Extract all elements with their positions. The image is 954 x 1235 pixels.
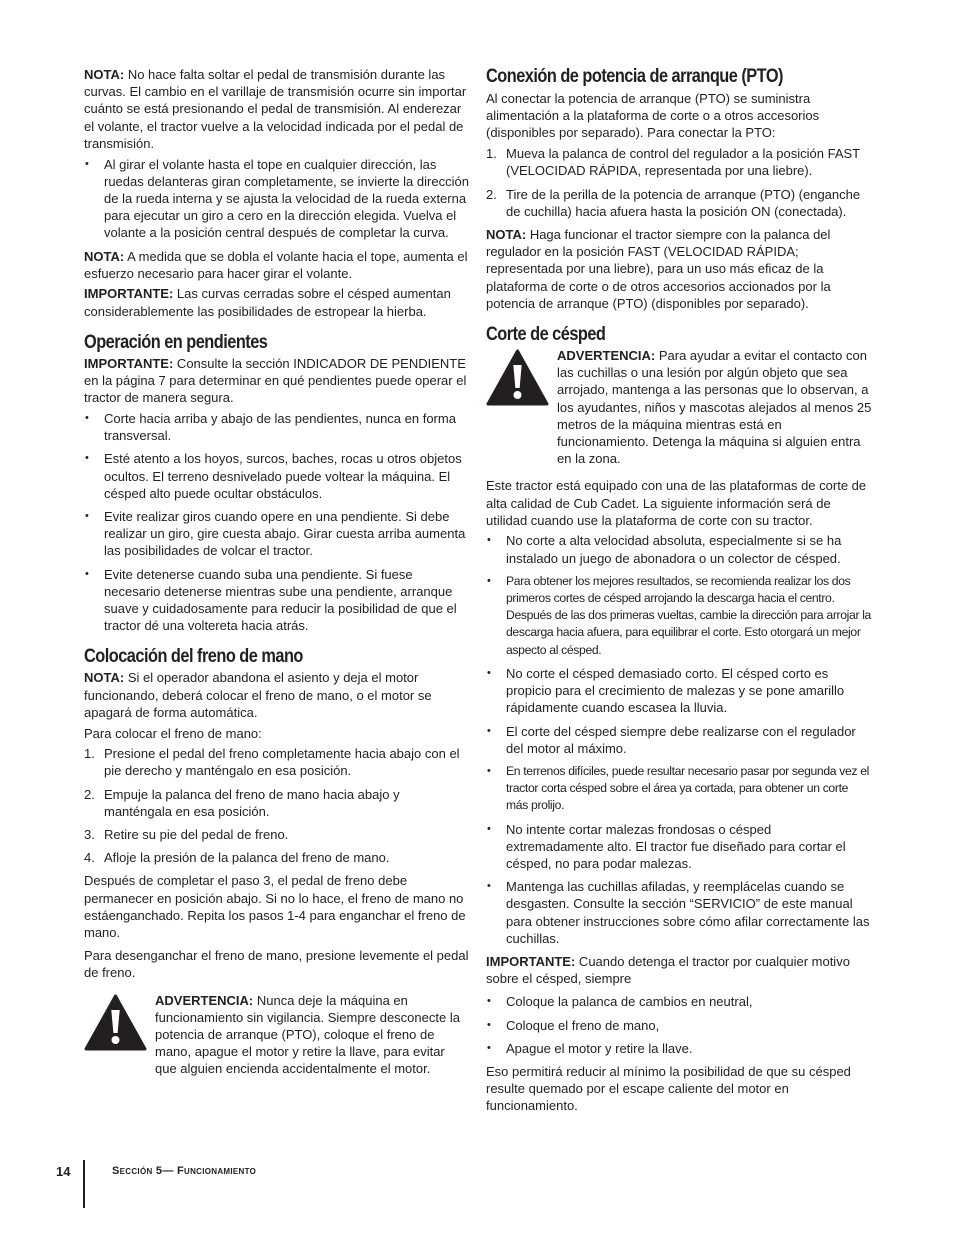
list-item: • Evite realizar giros cuando opere en una pendiente. Si debe realizar un giro, gire cuesta abajo. Girar cuesta arriba aumenta las posibilidades de volcar el tractor. — [84, 508, 470, 560]
step-text: Tire de la perilla de la potencia de arranque (PTO) (enganche de cuchilla) hacia afuera hasta la posición ON (conectada). — [506, 186, 861, 219]
section-heading-parking-brake: Colocación del freno de mano — [84, 646, 303, 668]
paragraph: Después de completar el paso 3, el pedal de freno debe permanecer en posición abajo. Si no lo hace, el freno de mano no estáenganchado. Repita los pasos 1-4 para enganchar el freno de mano. — [84, 873, 466, 941]
paragraph: Este tractor está equipado con una de las plataformas de corte de alta calidad de Cub Cadet. La siguiente información será de utilidad cuando use la plataforma de corte con su tractor. — [486, 478, 867, 528]
note-text: Haga funcionar el tractor siempre con la palanca del regulador en la posición FAST (VELOCIDAD RÁPIDA; representada por una liebre), para un uso más eficaz de la plataforma de corte o de otros accesorios accionados por la potencia de arranque (PTO) (disponibles por separado). — [486, 226, 831, 311]
note-paragraph — [84, 669, 470, 721]
step-text: Retire su pie del pedal de freno. — [104, 827, 289, 843]
warning-label: ADVERTENCIA: — [557, 347, 656, 363]
list-item — [84, 849, 470, 866]
bullet-list — [84, 156, 470, 242]
paragraph: Al conectar la potencia de arranque (PTO) se suministra alimentación a la plataforma de corte o a otros accesorios (disponibles por separado). Para conectar la PTO: — [486, 91, 820, 141]
step-number: 2. — [486, 186, 497, 202]
note-label: NOTA: — [84, 248, 125, 264]
note-paragraph — [84, 248, 470, 282]
note-paragraph — [84, 66, 470, 152]
list-item: • Evite detenerse cuando suba una pendiente. Si fuese necesario detenerse mientras sube una pendiente, arranque suave y cuidadosamente para reducir la posibilidad de que el tractor dé una voltereta hacia atrás. — [84, 566, 470, 635]
list-item: • En terrenos difíciles, puede resultar necesario pasar por segunda vez el tractor corta césped sobre el área ya cortada, para obtener un corte más prolijo. — [486, 763, 872, 815]
numbered-list — [84, 745, 470, 866]
note-label: NOTA: — [84, 670, 125, 686]
bullet-list — [84, 410, 470, 634]
list-item — [84, 826, 470, 843]
list-item: • Apague el motor y retire la llave. — [486, 1040, 872, 1057]
warning-label: ADVERTENCIA: — [155, 992, 254, 1008]
important-paragraph — [84, 285, 470, 319]
important-text: Las curvas cerradas sobre el césped aumentan considerablemente las posibilidades de estropear la hierba. — [84, 286, 451, 319]
list-item: • Corte hacia arriba y abajo de las pendientes, nunca en forma transversal. — [84, 410, 470, 444]
bullet-list — [486, 532, 872, 946]
list-item — [84, 745, 470, 779]
paragraph: Para colocar el freno de mano: — [84, 725, 262, 741]
page-footer — [56, 1160, 356, 1208]
list-item: • El corte del césped siempre debe realizarse con el regulador del motor al máximo. — [486, 723, 872, 757]
important-text: Consulte la sección INDICADOR DE PENDIENTE en la página 7 para determinar en qué pendientes puede operar el tractor de manera segura. — [84, 355, 467, 406]
section-heading-pto: Conexión de potencia de arranque (PTO) — [486, 66, 783, 87]
footer-divider — [83, 1160, 85, 1208]
important-paragraph — [84, 355, 470, 407]
warning-block — [84, 992, 470, 1078]
warning-block — [486, 347, 872, 467]
note-text: A medida que se dobla el volante hacia el tope, aumenta el esfuerzo necesario para hacer girar el volante. — [84, 248, 468, 281]
section-heading-slopes: Operación en pendientes — [84, 331, 268, 353]
important-label: IMPORTANTE: — [84, 355, 174, 371]
numbered-list — [486, 145, 872, 220]
list-item — [84, 786, 470, 820]
paragraph: Eso permitirá reducir al mínimo la posibilidad de que su césped resulte quemado por el escape caliente del motor en funcionamiento. — [486, 1063, 851, 1114]
list-item: • Mantenga las cuchillas afiladas, y reemplácelas cuando se desgasten. Consulte la sección “SERVICIO” de este manual para obtener instrucciones sobre cómo afilar correctamente las cuchillas. — [486, 878, 872, 947]
section-heading-mowing: Corte de césped — [486, 323, 606, 345]
step-number: 1. — [486, 146, 497, 162]
important-paragraph — [486, 953, 872, 987]
warning-text: Nunca deje la máquina en funcionamiento sin vigilancia. Siempre desconecte la potencia de arranque (PTO), coloque el freno de mano, apague el motor y retire la llave, para evitar que alguien encienda accidentalmente el motor. — [155, 992, 460, 1077]
note-text: Si el operador abandona el asiento y deja el motor funcionando, deberá colocar el freno de mano, o el motor se apagará de forma automática. — [84, 670, 432, 720]
step-text: Presione el pedal del freno completamente hacia abajo con el pie derecho y manténgalo en esa posición. — [104, 746, 460, 779]
important-label: IMPORTANTE: — [486, 953, 576, 969]
list-item — [486, 145, 872, 179]
warning-triangle-icon — [486, 349, 549, 406]
list-item: • No corte a alta velocidad absoluta, especialmente si se ha instalado un juego de abonadora o un colector de césped. — [486, 532, 872, 566]
note-label: NOTA: — [486, 226, 527, 242]
note-paragraph — [486, 226, 872, 312]
step-text: Afloje la presión de la palanca del freno de mano. — [104, 850, 390, 866]
footer-section-title: Sección 5— Funcionamiento — [112, 1165, 257, 1177]
page-number: 14 — [56, 1164, 71, 1179]
list-item: • No intente cortar malezas frondosas o césped extremadamente alto. El tractor fue diseñado para cortar el césped, no para podar malezas. — [486, 821, 872, 873]
step-number: 3. — [84, 827, 95, 843]
list-item — [486, 186, 872, 220]
important-text: Cuando detenga el tractor por cualquier motivo sobre el césped, siempre — [486, 953, 850, 987]
list-item: • Coloque el freno de mano, — [486, 1017, 872, 1034]
list-item: • Para obtener los mejores resultados, se recomienda realizar los dos primeros cortes de césped arrojando la descarga hacia el centro. Después de las dos primeras vueltas, cambie la dirección para arrojar la descarga hacia afuera, para equilibrar el corte. Esto otorgará un mejor aspecto al césped. — [486, 573, 872, 659]
important-label: IMPORTANTE: — [84, 286, 174, 302]
note-text: No hace falta soltar el pedal de transmisión durante las curvas. El cambio en el varillaje de transmisión ocurre sin importar cuánto se está presionando el pedal de transmisión. Al enderezar el volante, el tractor vuelve a la velocidad indicada por el pedal de transmisión. — [84, 67, 467, 151]
list-item: • No corte el césped demasiado corto. El césped corto es propicio para el crecimiento de malezas y se pone amarillo rápidamente cuando escasea la lluvia. — [486, 665, 872, 717]
left-column — [84, 66, 470, 1086]
note-label: NOTA: — [84, 67, 125, 82]
step-number: 1. — [84, 746, 95, 762]
step-number: 2. — [84, 786, 95, 802]
right-column — [486, 66, 872, 1118]
list-item: • Esté atento a los hoyos, surcos, baches, rocas u otros objetos ocultos. El terreno desnivelado puede voltear la máquina. El césped alto puede ocultar obstáculos. — [84, 450, 470, 502]
step-text: Mueva la palanca de control del regulador a la posición FAST (VELOCIDAD RÁPIDA, representada por una liebre). — [506, 146, 860, 179]
list-item: • Coloque la palanca de cambios en neutral, — [486, 993, 872, 1010]
warning-text: Para ayudar a evitar el contacto con las cuchillas o una lesión por algún objeto que sea arrojado, mantenga a las personas que lo observan, a los ayudantes, niños y mascotas alejados al menos 25 metros de la máquina mientras está en funcionamiento. Detenga la máquina si alguien entra en la zona. — [557, 347, 872, 467]
list-item: • Al girar el volante hasta el tope en cualquier dirección, las ruedas delanteras giran completamente, se invierte la dirección de la rueda interna y se ajusta la velocidad de la rueda externa para ejecutar un giro a cero en la dirección elegida. Vuelva el volante a la posición central después de completar la curva. — [84, 156, 470, 242]
bullet-list — [486, 993, 872, 1057]
paragraph: Para desenganchar el freno de mano, presione levemente el pedal de freno. — [84, 948, 469, 981]
step-number: 4. — [84, 850, 95, 866]
step-text: Empuje la palanca del freno de mano hacia abajo y manténgala en esa posición. — [104, 786, 400, 819]
warning-triangle-icon — [84, 994, 147, 1051]
